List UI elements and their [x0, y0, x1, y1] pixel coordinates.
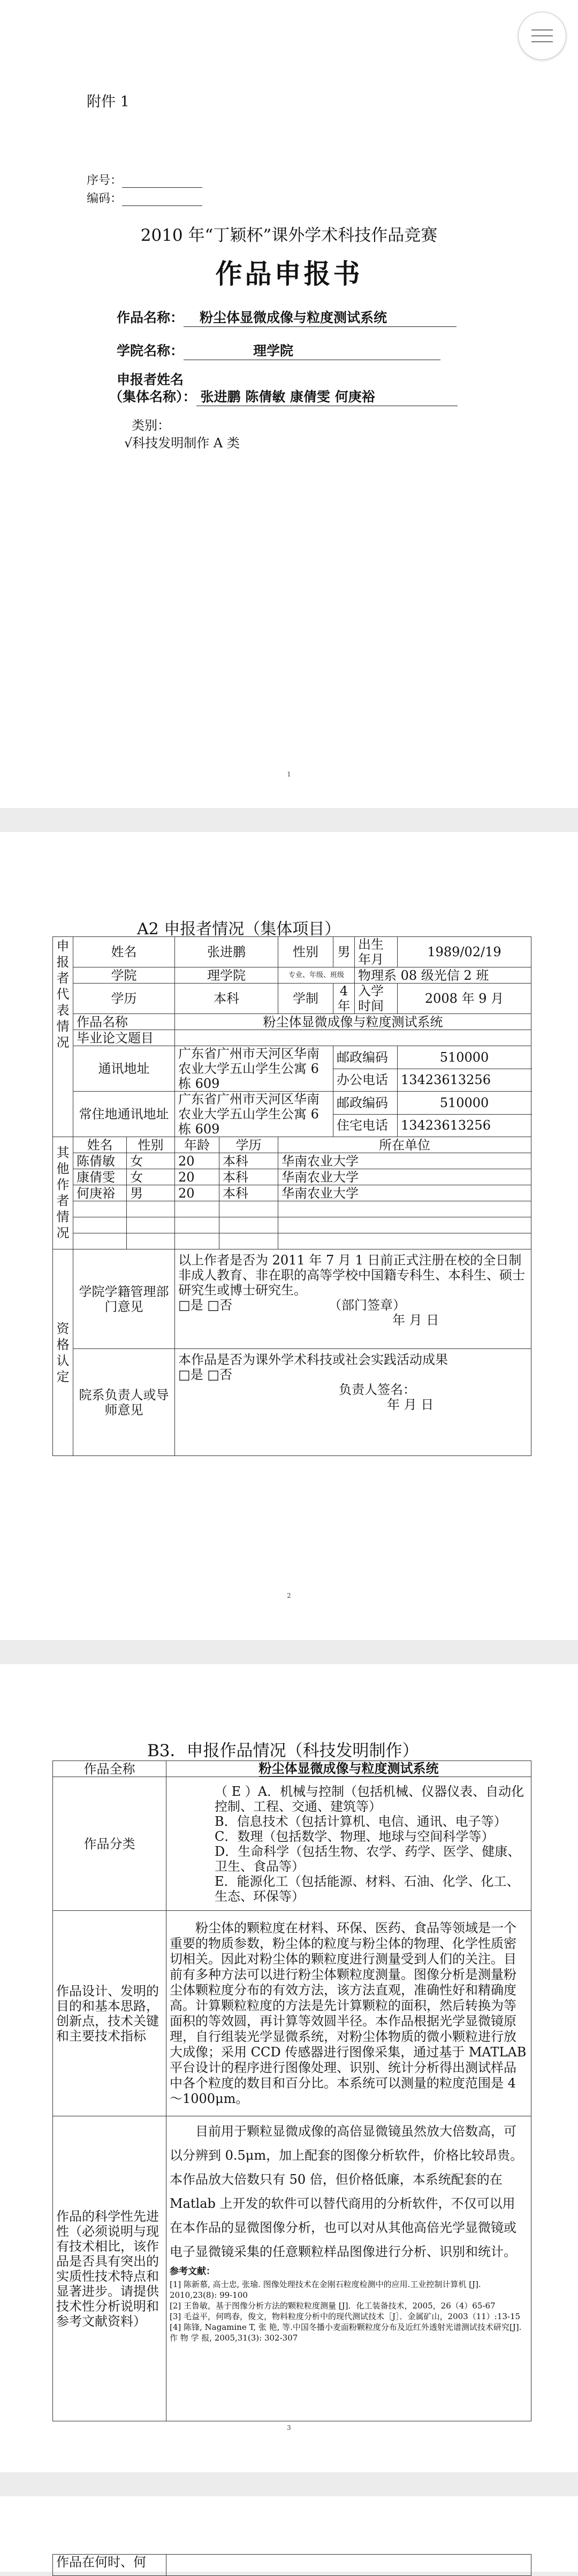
- others-label-char: 情: [56, 1209, 70, 1224]
- admin-opinion-label: 学院学籍管理部门意见: [73, 1249, 175, 1349]
- work-value: 粉尘体显微成像与粒度测试系统: [175, 1014, 531, 1030]
- author-unit: 华南农业大学: [278, 1153, 531, 1169]
- others-label-char: 他: [56, 1161, 70, 1176]
- dept-date: 年 月 日: [387, 1397, 434, 1412]
- author-name: 康倩雯: [73, 1169, 127, 1185]
- author-gender: 男: [127, 1185, 175, 1201]
- qualification-section-label: [53, 1249, 73, 1456]
- category-item-d: D．生命科学（包括生物、农学、药学、医学、健康、卫生、食品等）: [215, 1843, 521, 1874]
- rep-label-char: 代: [56, 987, 70, 1002]
- enroll-value: 2008 年 9 月: [398, 984, 531, 1014]
- applicant-label-2: （集体名称）：: [109, 389, 196, 405]
- menu-button[interactable]: [518, 12, 566, 60]
- page-1: [0, 0, 578, 808]
- major-value: 物理系 08 级光信 2 班: [355, 967, 531, 984]
- admin-seal: （部门签章）: [328, 1298, 406, 1313]
- school-label: 学院名称：: [117, 343, 184, 359]
- page-number: 2: [287, 1592, 291, 1599]
- duration-label: 学制: [278, 984, 333, 1014]
- page-2: [0, 832, 578, 1640]
- author-edu: 本科: [219, 1153, 278, 1169]
- page-4: [0, 2496, 578, 2572]
- attachment-label: 附件 1: [87, 94, 130, 110]
- dept-sign: 负责人签名：: [339, 1382, 416, 1397]
- zip-value: 510000: [398, 1046, 531, 1069]
- category-value: √科技发明制作 A 类: [124, 436, 240, 451]
- page4-table: [52, 2554, 531, 2576]
- rep-label-char: 情: [56, 1019, 70, 1034]
- serial-field: [87, 171, 202, 188]
- applicant-label-1: 申报者姓名: [117, 372, 184, 387]
- office-phone-label: 办公电话: [333, 1069, 398, 1092]
- advance-cell: [166, 2116, 531, 2421]
- rep-label-char: 报: [56, 955, 70, 970]
- work-name-value: 粉尘体显微成像与粒度测试系统: [184, 307, 457, 327]
- author-age: 20: [175, 1169, 219, 1185]
- table-row-empty: [53, 1233, 531, 1249]
- full-name-label: 作品全称: [53, 1761, 166, 1777]
- category-item-e: E．能源化工（包括能源、材料、石油、化学、化工、生态、环保等）: [215, 1873, 520, 1904]
- others-header-unit: 所在单位: [278, 1137, 531, 1153]
- name-label: 姓名: [73, 937, 175, 967]
- references-title: 参考文献：: [170, 2266, 215, 2277]
- qualification-label-chars: [53, 1321, 73, 1385]
- home-phone-label: 住宅电话: [333, 1114, 398, 1137]
- office-phone-value: 13423613256: [398, 1069, 531, 1092]
- rep-section-label: [53, 937, 73, 1137]
- others-header-age: 年龄: [175, 1137, 219, 1153]
- author-gender: 女: [127, 1153, 175, 1169]
- author-name: 何庚裕: [73, 1185, 127, 1201]
- author-name: 陈倩敏: [73, 1153, 127, 1169]
- hamburger-line-middle-icon: [531, 35, 553, 36]
- reference-item: [4] 陈锋, Nagamine T, 张 艳, 等.中国冬播小麦面粉颗粒度分布及近红外透射光谱测试技术研究[J]. 作 物 学 报, 2005,31(3): 302-307: [170, 2322, 522, 2343]
- birth-value: 1989/02/19: [398, 937, 531, 967]
- school-value: 理学院: [184, 340, 440, 360]
- duration-value: 4 年: [333, 984, 355, 1014]
- category-item-c: C．数理（包括数学、物理、地球与空间科学等）: [215, 1828, 495, 1844]
- author-unit: 华南农业大学: [278, 1185, 531, 1201]
- home-address-label: 常住地通讯地址: [73, 1092, 175, 1137]
- when-where-label: 作品在何时、何: [53, 2555, 166, 2576]
- dept-choice: □是 □否: [178, 1367, 232, 1382]
- dept-opinion-cell: [175, 1349, 531, 1456]
- others-header-edu: 学历: [219, 1137, 278, 1153]
- category-label: 类别：: [132, 418, 170, 433]
- table-row-empty: [53, 1217, 531, 1233]
- document-title: 作品申报书: [215, 258, 363, 289]
- work-name-row: [117, 307, 457, 327]
- page-3: [0, 1664, 578, 2472]
- rep-label-char: 者: [56, 971, 70, 986]
- home-address-value: 广东省广州市天河区华南农业大学五山学生公寓 6 栋 609: [175, 1092, 333, 1137]
- applicant-row: [109, 386, 458, 406]
- table-row: [53, 1185, 531, 1201]
- author-edu: 本科: [219, 1185, 278, 1201]
- school-row: [117, 340, 440, 360]
- qualification-label-char: 认: [56, 1353, 70, 1368]
- work-label: 作品名称: [73, 1014, 175, 1030]
- design-label: 作品设计、发明的目的和基本思路，创新点，技术关键和主要技术指标: [53, 1911, 166, 2116]
- author-unit: 华南农业大学: [278, 1169, 531, 1185]
- code-label: 编码：: [87, 192, 123, 205]
- contact-label: 通讯地址: [73, 1046, 175, 1092]
- admin-choice: □是 □否 （部门签章）: [178, 1298, 406, 1313]
- others-label-char: 况: [56, 1225, 70, 1240]
- competition-line: 2010 年“丁颖杯”课外学术科技作品竞赛: [140, 226, 438, 245]
- reference-item: [1] 陈新慕, 高士忠, 张瑜. 图像处理技术在金刚石粒度检测中的应用.工业控制计算机 [J]. 2010,23(8): 99-100: [170, 2280, 481, 2300]
- category-label: 作品分类: [53, 1777, 166, 1911]
- rep-label-char: 况: [56, 1035, 70, 1050]
- qualification-label-char: 格: [56, 1337, 70, 1352]
- serial-blank: [122, 174, 202, 188]
- others-header-name: 姓名: [73, 1137, 127, 1153]
- author-age: 20: [175, 1153, 219, 1169]
- category-item-b: B．信息技术（包括计算机、电信、通讯、电子等）: [215, 1813, 507, 1829]
- school-label: 学院: [73, 967, 175, 984]
- others-header-gender: 性别: [127, 1137, 175, 1153]
- table-row: [53, 1169, 531, 1185]
- code-field: [87, 189, 202, 206]
- section-b3-title: B3．申报作品情况（科技发明制作）: [147, 1741, 419, 1760]
- others-label-char: 者: [56, 1193, 70, 1208]
- dept-text: 本作品是否为课外学术科技或社会实践活动成果: [178, 1352, 448, 1367]
- reference-item: [3] 毛益平，何鸣春，俊文，物料粒度分析中的现代测试技术［J］．金属矿山，2003（11）:13-15: [170, 2312, 521, 2321]
- thesis-label: 毕业论文题目: [73, 1030, 175, 1046]
- table-row: [53, 1153, 531, 1169]
- table-row-empty: [53, 1201, 531, 1217]
- rep-label-chars: [53, 938, 73, 1050]
- others-label-char: 作: [56, 1177, 70, 1192]
- admin-opinion-cell: [175, 1249, 531, 1349]
- home-phone-value: 13423613256: [398, 1114, 531, 1137]
- full-name-value: 粉尘体显微成像与粒度测试系统: [166, 1761, 531, 1777]
- qualification-label-char: 定: [56, 1369, 70, 1384]
- others-section-label: [53, 1137, 73, 1249]
- zip-label: 邮政编码: [333, 1046, 398, 1069]
- page-number: 3: [287, 2424, 291, 2432]
- work-name-label: 作品名称：: [117, 310, 184, 325]
- work-info-table: [52, 1760, 531, 2421]
- author-edu: 本科: [219, 1169, 278, 1185]
- gender-value: 男: [333, 937, 355, 967]
- school-value: 理学院: [175, 967, 278, 984]
- applicant-info-table: [52, 936, 531, 1456]
- others-label-char: 其: [56, 1145, 70, 1160]
- category-list: [166, 1777, 531, 1911]
- reference-item: [2] 王鲁敏，基于图像分析方法的颗粒粒度测量 [J]．化工装备技术，2005，26（4）65-67: [170, 2301, 496, 2311]
- applicants-value: 张进鹏 陈倩敏 康倩雯 何庚裕: [196, 386, 458, 406]
- rep-label-char: 申: [56, 939, 70, 954]
- major-label: 专业、年级、班级: [278, 967, 355, 984]
- others-label-chars: [53, 1145, 73, 1241]
- page-number: 1: [287, 771, 291, 778]
- birth-label: 出生年月: [355, 937, 398, 967]
- serial-label: 序号：: [87, 174, 123, 187]
- edu-label: 学历: [73, 984, 175, 1014]
- section-a2-title: A2 申报者情况（集体项目）: [137, 920, 341, 939]
- edu-value: 本科: [175, 984, 278, 1014]
- contact-value: 广东省广州市天河区华南农业大学五山学生公寓 6 栋 609: [175, 1046, 333, 1092]
- dept-opinion-label: 院系负责人或导师意见: [73, 1349, 175, 1456]
- rep-label-char: 表: [56, 1003, 70, 1018]
- advance-text: 目前用于颗粒显微成像的高倍显微镜虽然放大倍数高，可以分辨到 0.5μm，加上配套的图像分析软件，价格比较昂贵。本作品放大倍数只有 50 倍，但价格低廉，本系统配套的在 Matlab 上开发的软件可以替代商用的分析软件，不仅可以用在本作品的显微图像分析，也可以对从其他高倍光学显微镜或电子显微镜采集的任意颗粒样品图像进行分析、识别和统计。: [170, 2124, 523, 2259]
- hamburger-line-top-icon: [531, 29, 553, 31]
- hamburger-line-bottom-icon: [531, 41, 553, 42]
- qualification-label-char: 资: [56, 1321, 70, 1336]
- category-item-a: （ E ）A．机械与控制（包括机械、仪器仪表、自动化控制、工程、交通、建筑等）: [215, 1784, 524, 1814]
- advance-label: 作品的科学性先进性（必须说明与现有技术相比，该作品是否具有突出的实质性技术特点和显著进步。请提供技术性分析说明和参考文献资料）: [53, 2116, 166, 2421]
- author-age: 20: [175, 1185, 219, 1201]
- zip2-label: 邮政编码: [333, 1092, 398, 1115]
- admin-date: 年 月 日: [392, 1313, 439, 1328]
- name-value: 张进鹏: [175, 937, 278, 967]
- zip2-value: 510000: [398, 1092, 531, 1115]
- gender-label: 性别: [278, 937, 333, 967]
- admin-text: 以上作者是否为 2011 年 7 月 1 日前正式注册在校的全日制非成人教育、非在职的高等学校中国籍专科生、本科生、硕士研究生或博士研究生。: [178, 1253, 525, 1298]
- author-gender: 女: [127, 1169, 175, 1185]
- design-text: 粉尘体的颗粒度在材料、环保、医药、食品等领域是一个重要的物质参数，粉尘体的粒度与粉尘体的物理、化学性质密切相关。因此对粉尘体的颗粒度进行测量受到人们的关注。目前有多种方法可以进行粉尘体颗粒度测量。图像分析是测量粉尘体颗粒度分布的有效方法，该方法直观，准确性好和精确度高。计算颗粒粒度的方法是先计算颗粒的面积，然后转换为等面积的等效圆，再计算等效圆半径。本作品根据光学显微镜原理，自行组装光学显微系统，对粉尘体物质的微小颗粒进行放大成像；采用 CCD 传感器进行图像采集，通过基于 MATLAB 平台设计的程序进行图像处理、识别、统计分析得出测试样品中各个粒度的数目和百分比。本系统可以测量的粒度范围是 4～1000μm。: [166, 1911, 531, 2116]
- thesis-value: [175, 1030, 531, 1046]
- code-blank: [122, 192, 202, 206]
- enroll-label: 入学时间: [355, 984, 398, 1014]
